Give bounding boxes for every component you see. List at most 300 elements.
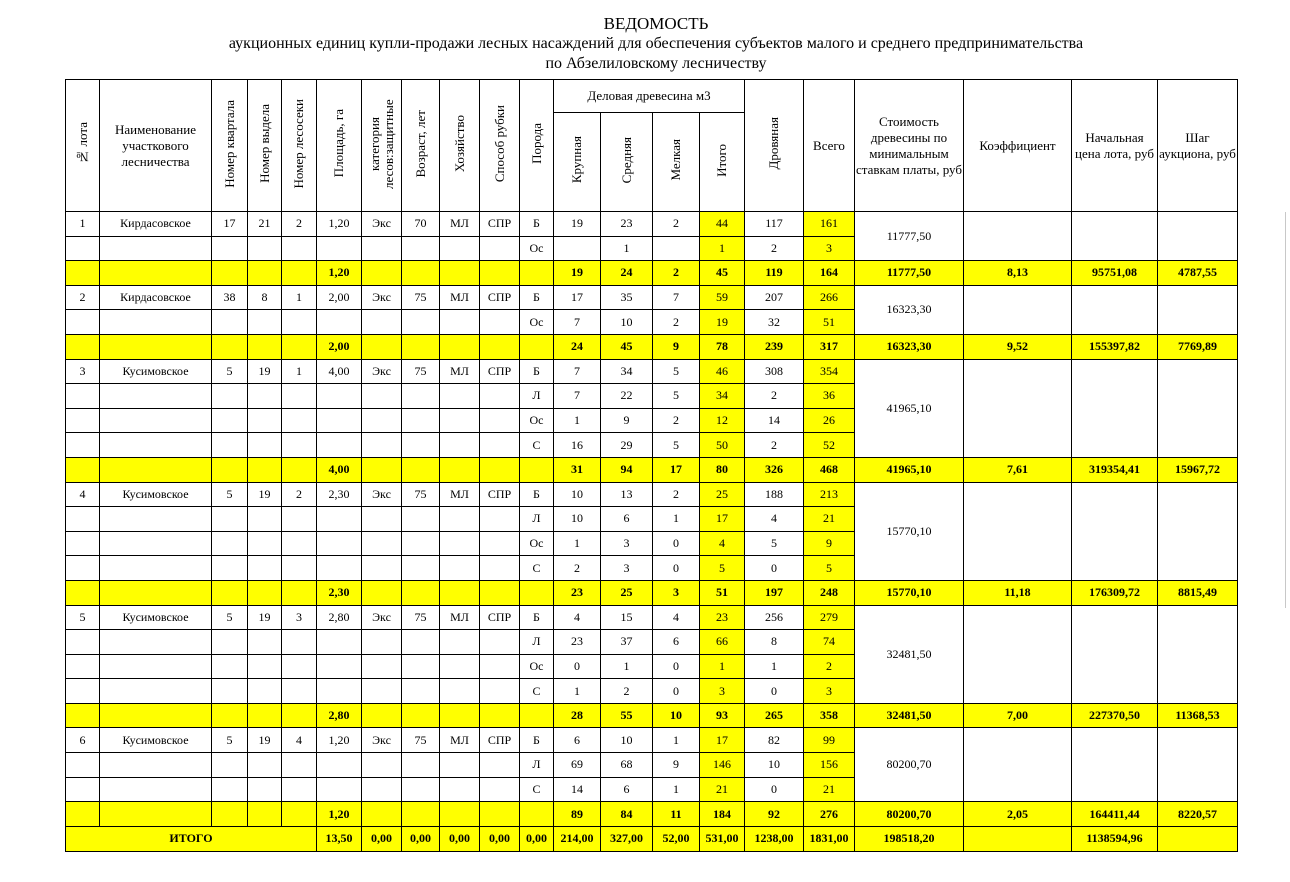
empty-cell [212,531,248,556]
empty-cell [248,753,282,778]
lot-number-cell: 5 [66,605,100,630]
krupnaya-cell: 6 [554,728,601,753]
empty-cell [282,433,317,458]
header-cost: Стоимость древесины по минимальным ставкам платы, руб [855,80,964,212]
empty-cell [520,580,554,605]
empty-cell [480,679,520,704]
kvartal-cell: 5 [212,482,248,507]
header-krupnaya: Крупная [554,113,601,212]
srednyaya-cell: 10 [601,728,653,753]
empty-cell [362,630,402,655]
subtotal-price-cell: 95751,08 [1072,261,1158,286]
krupnaya-cell: 1 [554,679,601,704]
krupnaya-cell: 17 [554,285,601,310]
poroda-cell: Л [520,630,554,655]
empty-cell [66,802,100,827]
subtotal-step-cell: 4787,55 [1158,261,1238,286]
hoz-cell: МЛ [440,359,480,384]
krupnaya-cell: 10 [554,482,601,507]
empty-cell [248,334,282,359]
melkaya-cell: 2 [653,212,700,237]
empty-cell [100,408,212,433]
hoz-cell: МЛ [440,605,480,630]
melkaya-cell: 2 [653,310,700,335]
empty-cell [100,679,212,704]
lot-number-cell: 1 [66,212,100,237]
empty-cell [100,802,212,827]
drov-cell: 1 [745,654,804,679]
empty-cell [212,703,248,728]
empty-cell [66,457,100,482]
poroda-cell: Ос [520,531,554,556]
header-name: Наименование участкового лесничества [100,80,212,212]
vsego-cell: 3 [804,679,855,704]
empty-cell [317,753,362,778]
empty-cell [66,654,100,679]
drov-cell: 4 [745,507,804,532]
hoz-cell: МЛ [440,728,480,753]
itogo-cell: 59 [700,285,745,310]
coef-merged-cell [964,285,1072,334]
subtotal-drov-cell: 119 [745,261,804,286]
empty-cell [440,433,480,458]
empty-cell [520,261,554,286]
empty-cell [282,753,317,778]
header-melkaya: Мелкая [653,113,700,212]
poroda-cell: Л [520,753,554,778]
empty-cell [402,310,440,335]
empty-cell [212,236,248,261]
itogo-cell: 17 [700,728,745,753]
coef-merged-cell [964,359,1072,457]
empty-cell [282,384,317,409]
poroda-cell: Ос [520,408,554,433]
lot-number-cell: 4 [66,482,100,507]
hoz-cell: МЛ [440,482,480,507]
itogo-cell: 21 [700,777,745,802]
srednyaya-cell: 23 [601,212,653,237]
empty-cell [248,236,282,261]
empty-cell [248,556,282,581]
empty-cell [100,654,212,679]
empty-cell [362,236,402,261]
lot-subtotal-row [66,261,1238,286]
drov-cell: 32 [745,310,804,335]
total-vsego-cell: 1831,00 [804,826,855,851]
category-cell: Экс [362,728,402,753]
empty-cell [282,802,317,827]
srednyaya-cell: 37 [601,630,653,655]
empty-cell [282,507,317,532]
lot-subtotal-row [66,580,1238,605]
subtotal-itogo-cell: 45 [700,261,745,286]
empty-cell [480,433,520,458]
document-title [0,14,1290,74]
poroda-cell: С [520,679,554,704]
melkaya-cell: 2 [653,408,700,433]
empty-cell [362,457,402,482]
empty-cell [362,507,402,532]
empty-cell [402,703,440,728]
price-merged-cell [1072,482,1158,580]
vydel-cell: 8 [248,285,282,310]
subtotal-cost-cell: 41965,10 [855,457,964,482]
empty-cell [248,777,282,802]
vsego-cell: 52 [804,433,855,458]
krupnaya-cell [554,236,601,261]
empty-cell [212,753,248,778]
krupnaya-cell: 10 [554,507,601,532]
empty-cell [212,261,248,286]
subtotal-drov-cell: 265 [745,703,804,728]
srednyaya-cell: 3 [601,556,653,581]
empty-cell [402,630,440,655]
empty-cell [282,556,317,581]
step-merged-cell [1158,212,1238,261]
cost-merged-cell: 16323,30 [855,285,964,334]
empty-cell [66,384,100,409]
empty-cell [480,703,520,728]
empty-cell [440,507,480,532]
lesoseka-cell: 1 [282,359,317,384]
empty-cell [362,777,402,802]
itogo-cell: 25 [700,482,745,507]
empty-cell [66,531,100,556]
drov-cell: 117 [745,212,804,237]
empty-cell [402,580,440,605]
subtotal-price-cell: 155397,82 [1072,334,1158,359]
empty-cell [402,261,440,286]
table-row [66,605,1238,630]
krupnaya-cell: 19 [554,212,601,237]
lesoseka-cell: 3 [282,605,317,630]
krupnaya-cell: 14 [554,777,601,802]
lesoseka-cell: 2 [282,482,317,507]
empty-cell [66,310,100,335]
krupnaya-cell: 1 [554,531,601,556]
empty-cell [480,408,520,433]
srednyaya-cell: 1 [601,236,653,261]
empty-cell [282,261,317,286]
itogo-cell: 1 [700,654,745,679]
subtotal-drov-cell: 239 [745,334,804,359]
method-cell: СПР [480,605,520,630]
empty-cell [480,310,520,335]
drov-cell: 188 [745,482,804,507]
total-sred-cell: 327,00 [601,826,653,851]
vsego-cell: 213 [804,482,855,507]
table-row [66,359,1238,384]
krupnaya-cell: 7 [554,384,601,409]
empty-cell [212,679,248,704]
price-merged-cell [1072,212,1158,261]
subtotal-krupnaya-cell: 19 [554,261,601,286]
krupnaya-cell: 23 [554,630,601,655]
empty-cell [100,630,212,655]
vsego-cell: 26 [804,408,855,433]
subtotal-itogo-cell: 78 [700,334,745,359]
empty-cell [440,679,480,704]
empty-cell [248,802,282,827]
melkaya-cell: 0 [653,679,700,704]
empty-cell [480,777,520,802]
empty-cell [282,236,317,261]
header-srednyaya: Средняя [601,113,653,212]
header-hoz: Хозяйство [440,80,480,212]
empty-cell [362,654,402,679]
table-row [66,285,1238,310]
empty-cell [282,408,317,433]
empty-cell [480,334,520,359]
poroda-cell: Ос [520,236,554,261]
empty-cell [362,531,402,556]
empty-cell [282,630,317,655]
total-poroda-cell: 0,00 [520,826,554,851]
empty-cell [520,802,554,827]
forestry-name-cell: Кирдасовское [100,285,212,310]
itogo-cell: 19 [700,310,745,335]
subtotal-coef-cell: 7,00 [964,703,1072,728]
empty-cell [402,531,440,556]
empty-cell [212,580,248,605]
itogo-cell: 46 [700,359,745,384]
subtotal-step-cell: 8815,49 [1158,580,1238,605]
empty-cell [212,556,248,581]
subtotal-cost-cell: 32481,50 [855,703,964,728]
drov-cell: 10 [745,753,804,778]
empty-cell [440,654,480,679]
melkaya-cell: 7 [653,285,700,310]
subtotal-krupnaya-cell: 24 [554,334,601,359]
empty-cell [362,679,402,704]
subtotal-itogo-cell: 51 [700,580,745,605]
vydel-cell: 19 [248,359,282,384]
step-merged-cell [1158,285,1238,334]
header-poroda: Порода [520,80,554,212]
empty-cell [480,384,520,409]
empty-cell [66,433,100,458]
subtotal-itogo-cell: 93 [700,703,745,728]
subtotal-krupnaya-cell: 23 [554,580,601,605]
header-drov: Дровяная [745,80,804,212]
subtotal-cost-cell: 11777,50 [855,261,964,286]
empty-cell [362,703,402,728]
vsego-cell: 161 [804,212,855,237]
cost-merged-cell: 80200,70 [855,728,964,802]
empty-cell [520,334,554,359]
empty-cell [282,777,317,802]
empty-cell [440,630,480,655]
poroda-cell: Б [520,285,554,310]
empty-cell [362,334,402,359]
srednyaya-cell: 15 [601,605,653,630]
title-line-3: по Абзелиловскому лесничеству [545,55,767,72]
poroda-cell: Б [520,212,554,237]
empty-cell [402,384,440,409]
melkaya-cell: 6 [653,630,700,655]
empty-cell [100,433,212,458]
poroda-cell: Л [520,507,554,532]
cost-merged-cell: 32481,50 [855,605,964,703]
empty-cell [66,753,100,778]
subtotal-melkaya-cell: 10 [653,703,700,728]
header-itogo: Итого [700,113,745,212]
empty-cell [480,531,520,556]
header-category: категория лесов:защитные [362,80,402,212]
empty-cell [282,654,317,679]
empty-cell [317,310,362,335]
poroda-cell: С [520,777,554,802]
subtotal-area-cell: 1,20 [317,802,362,827]
empty-cell [317,384,362,409]
empty-cell [66,236,100,261]
total-hoz-cell: 0,00 [440,826,480,851]
price-merged-cell [1072,728,1158,802]
area-cell: 2,00 [317,285,362,310]
subtotal-area-cell: 1,20 [317,261,362,286]
cost-merged-cell: 11777,50 [855,212,964,261]
subtotal-vsego-cell: 358 [804,703,855,728]
empty-cell [402,433,440,458]
srednyaya-cell: 68 [601,753,653,778]
table-row [66,482,1238,507]
coef-merged-cell [964,605,1072,703]
header-method: Способ рубки [480,80,520,212]
poroda-cell: Б [520,728,554,753]
empty-cell [212,408,248,433]
empty-cell [440,408,480,433]
subtotal-krupnaya-cell: 28 [554,703,601,728]
vsego-cell: 266 [804,285,855,310]
vsego-cell: 21 [804,777,855,802]
empty-cell [480,236,520,261]
header-delovaya: Деловая древесина м3 [554,80,745,113]
itogo-cell: 23 [700,605,745,630]
empty-cell [317,531,362,556]
drov-cell: 5 [745,531,804,556]
subtotal-melkaya-cell: 2 [653,261,700,286]
age-cell: 75 [402,482,440,507]
empty-cell [100,261,212,286]
total-itogo-cell: 531,00 [700,826,745,851]
empty-cell [248,261,282,286]
area-cell: 4,00 [317,359,362,384]
vsego-cell: 156 [804,753,855,778]
forestry-name-cell: Кусимовское [100,359,212,384]
empty-cell [66,408,100,433]
forestry-name-cell: Кусимовское [100,605,212,630]
krupnaya-cell: 7 [554,359,601,384]
subtotal-krupnaya-cell: 89 [554,802,601,827]
srednyaya-cell: 29 [601,433,653,458]
empty-cell [66,507,100,532]
empty-cell [100,580,212,605]
lots-table [65,79,1238,852]
empty-cell [317,556,362,581]
poroda-cell: Б [520,605,554,630]
drov-cell: 2 [745,236,804,261]
area-cell: 1,20 [317,212,362,237]
melkaya-cell: 5 [653,359,700,384]
empty-cell [362,261,402,286]
empty-cell [402,334,440,359]
empty-cell [402,753,440,778]
subtotal-cost-cell: 15770,10 [855,580,964,605]
itogo-cell: 34 [700,384,745,409]
poroda-cell: Б [520,359,554,384]
subtotal-vsego-cell: 276 [804,802,855,827]
poroda-cell: Л [520,384,554,409]
empty-cell [402,507,440,532]
subtotal-price-cell: 319354,41 [1072,457,1158,482]
empty-cell [317,654,362,679]
vydel-cell: 19 [248,482,282,507]
step-merged-cell [1158,728,1238,802]
empty-cell [248,679,282,704]
vsego-cell: 51 [804,310,855,335]
empty-cell [282,310,317,335]
subtotal-coef-cell: 9,52 [964,334,1072,359]
itogo-cell: 5 [700,556,745,581]
age-cell: 75 [402,359,440,384]
drov-cell: 82 [745,728,804,753]
age-cell: 75 [402,285,440,310]
kvartal-cell: 17 [212,212,248,237]
hoz-cell: МЛ [440,212,480,237]
drov-cell: 0 [745,777,804,802]
empty-cell [362,556,402,581]
empty-cell [480,507,520,532]
header-kvartal: Номер квартала [212,80,248,212]
empty-cell [317,408,362,433]
header-age: Возраст, лет [402,80,440,212]
subtotal-step-cell: 8220,57 [1158,802,1238,827]
grand-total-row [66,826,1238,851]
krupnaya-cell: 1 [554,408,601,433]
header-vydel: Номер выдела [248,80,282,212]
melkaya-cell: 5 [653,384,700,409]
empty-cell [440,236,480,261]
price-merged-cell [1072,605,1158,703]
empty-cell [317,630,362,655]
melkaya-cell: 1 [653,777,700,802]
total-category-cell: 0,00 [362,826,402,851]
subtotal-drov-cell: 326 [745,457,804,482]
empty-cell [362,384,402,409]
vydel-cell: 19 [248,605,282,630]
empty-cell [248,433,282,458]
subtotal-vsego-cell: 468 [804,457,855,482]
empty-cell [100,334,212,359]
melkaya-cell: 0 [653,556,700,581]
empty-cell [282,531,317,556]
header-coef: Коэффициент [964,80,1072,212]
subtotal-step-cell: 15967,72 [1158,457,1238,482]
empty-cell [480,457,520,482]
empty-cell [212,384,248,409]
subtotal-srednyaya-cell: 84 [601,802,653,827]
category-cell: Экс [362,359,402,384]
method-cell: СПР [480,212,520,237]
empty-cell [402,457,440,482]
subtotal-srednyaya-cell: 24 [601,261,653,286]
srednyaya-cell: 1 [601,654,653,679]
empty-cell [212,802,248,827]
empty-cell [248,580,282,605]
subtotal-melkaya-cell: 11 [653,802,700,827]
empty-cell [440,556,480,581]
poroda-cell: Ос [520,310,554,335]
